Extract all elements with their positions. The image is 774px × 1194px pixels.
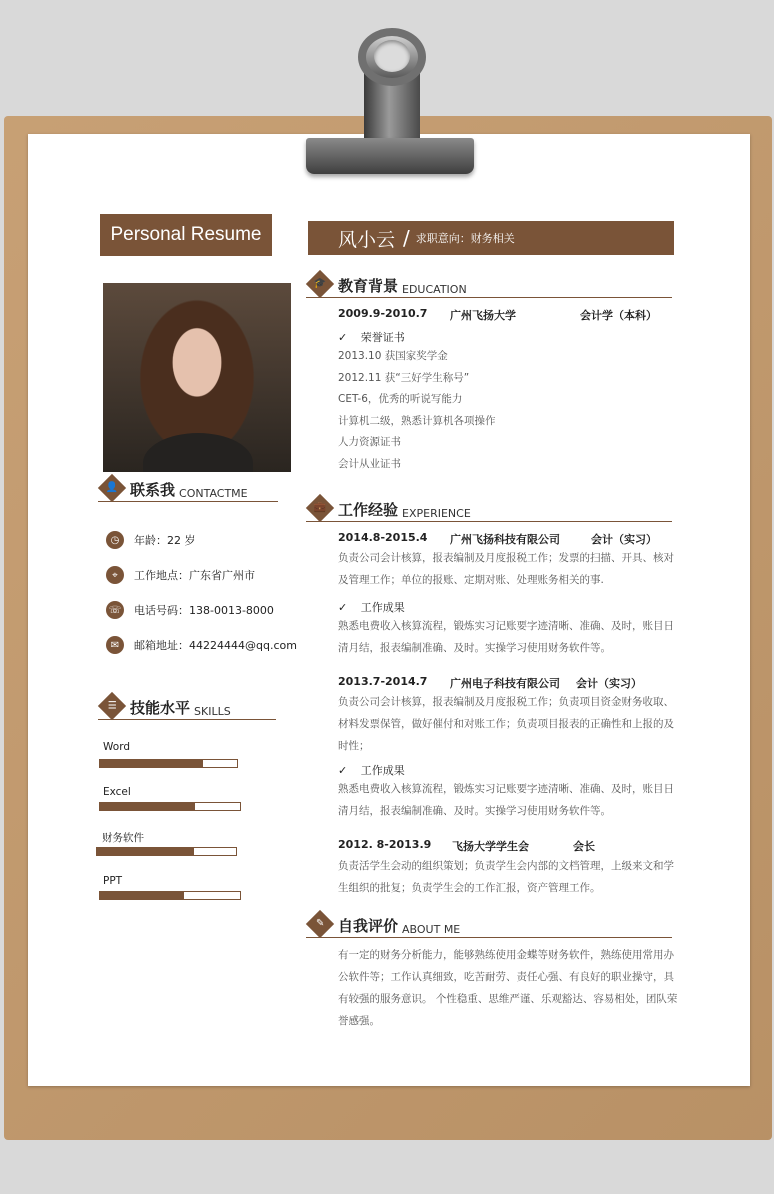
experience-section-icon: 💼 [306,494,334,522]
personal-resume-label: Personal Resume [100,214,272,256]
job-result: 熟悉电费收入核算流程，锻炼实习记账要字迹清晰、准确、及时，账目日清月结，报表编制准确、及时。实操学习使用财务软件等。 [338,620,674,654]
job-period: 2014.8-2015.4 [338,531,428,544]
skill-word-label: Word [103,741,130,753]
education-title-cn: 教育背景 [338,277,399,295]
honor-item: 人力资源证书 [338,436,401,448]
education-title-en: EDUCATION [402,283,467,296]
honor-item: 计算机二级，熟悉计算机各项操作 [338,415,496,427]
experience-title-en: EXPERIENCE [402,507,471,520]
job-company: 广州飞扬科技有限公司 [450,533,560,546]
honor-item: CET-6，优秀的听说写能力 [338,393,463,405]
skills-section-header [98,696,276,720]
contact-section-header [98,478,278,502]
job-company: 飞扬大学学生会 [452,840,529,853]
contact-age [106,531,196,549]
skill-word-fill [100,760,203,767]
contact-location-text: 工作地点：广东省广州市 [134,569,255,582]
job-result-title: 工作成果 [360,764,405,777]
about-section-icon: ✎ [306,910,334,938]
about-title-en: ABOUT ME [402,923,461,936]
job-description: 负责公司会计核算，报表编制及月度报税工作；负责项目资金财务收取、材料发票保管，做好催付和对账工作；负责项目报表的正确性和上报的及时性； [338,696,674,752]
skill-ppt-fill [100,892,184,899]
name-banner [308,221,674,255]
about-text: 有一定的财务分析能力，能够熟练使用金蝶等财务软件，熟练使用常用办公软件等；工作认真细致，吃苦耐劳、责任心强、有良好的职业操守，具有较强的服务意识。 个性稳重、思维严谨、乐观豁达、容易相处，团队荣誉感强。 [338,949,678,1027]
name-separator: / [403,226,410,250]
job-role: 会长 [573,840,595,853]
education-section-icon: 🎓 [306,270,334,298]
education-major: 会计学（本科） [580,309,657,322]
job-intent: 求职意向：财务相关 [415,232,515,245]
job-result-title: 工作成果 [360,601,405,614]
contact-title-en: CONTACTME [179,487,248,500]
skills-title-en: SKILLS [194,705,231,718]
education-school: 广州飞扬大学 [450,309,516,322]
honor-header [338,329,405,345]
binder-clip-hole [374,40,410,72]
mail-icon: ✉ [106,636,124,654]
skill-finance-bar [96,847,237,856]
profile-photo [103,283,291,472]
contact-title-cn: 联系我 [130,481,176,499]
job-company: 广州电子科技有限公司 [450,677,560,690]
honor-item: 2012.11 获“三好学生称号” [338,372,470,384]
skill-ppt-label: PPT [103,875,123,887]
skill-finance-label: 财务软件 [102,832,144,844]
contact-section-icon: 👤 [98,474,126,502]
check-icon: ✓ [338,601,348,614]
about-section-header [306,914,672,938]
contact-email [106,636,297,654]
skill-word-bar [99,759,238,768]
honor-item: 会计从业证书 [338,458,401,470]
education-period: 2009.9-2010.7 [338,307,428,320]
candidate-name: 风小云 [338,228,396,251]
contact-location [106,566,255,584]
education-section-header [306,274,672,298]
job-role: 会计（实习） [576,677,642,690]
experience-section-header [306,498,672,522]
skills-section-icon: ☰ [98,692,126,720]
contact-age-text: 年龄：22 岁 [134,534,196,547]
skill-finance-fill [97,848,194,855]
job-description: 负责公司会计核算，报表编制及月度报税工作；发票的扫描、开具、核对及管理工作；单位的报账、定期对账、处理账务相关的事. [338,552,674,586]
skill-excel-bar [99,802,241,811]
job-role: 会计（实习） [591,533,657,546]
skill-excel-label: Excel [103,786,131,798]
job-period: 2013.7-2014.7 [338,675,428,688]
about-title-cn: 自我评价 [338,917,399,935]
honor-title: 荣誉证书 [360,331,405,344]
experience-title-cn: 工作经验 [338,501,399,519]
job-result-header [338,762,405,778]
skills-title-cn: 技能水平 [130,699,191,717]
contact-phone [106,601,274,619]
job-result: 熟悉电费收入核算流程，锻炼实习记账要字迹清晰、准确、及时，账目日清月结，报表编制准确、及时。实操学习使用财务软件等。 [338,783,674,817]
location-icon: ⌖ [106,566,124,584]
contact-phone-text: 电话号码：138-0013-8000 [134,604,274,617]
job-description: 负责活学生会动的组织策划；负责学生会内部的文档管理，上级来文和学生组织的批复；负责学生会的工作汇报，资产管理工作。 [338,860,674,894]
skill-ppt-bar [99,891,241,900]
check-icon: ✓ [338,331,348,344]
skill-excel-fill [100,803,195,810]
job-period: 2012. 8-2013.9 [338,838,432,851]
contact-email-text: 邮箱地址：44224444@qq.com [134,639,297,652]
job-result-header [338,599,405,615]
photo-shoulders [143,433,253,472]
clock-icon: ◷ [106,531,124,549]
honor-item: 2013.10 获国家奖学金 [338,350,448,362]
check-icon: ✓ [338,764,348,777]
binder-clip-icon [306,138,474,174]
phone-icon: ☏ [106,601,124,619]
